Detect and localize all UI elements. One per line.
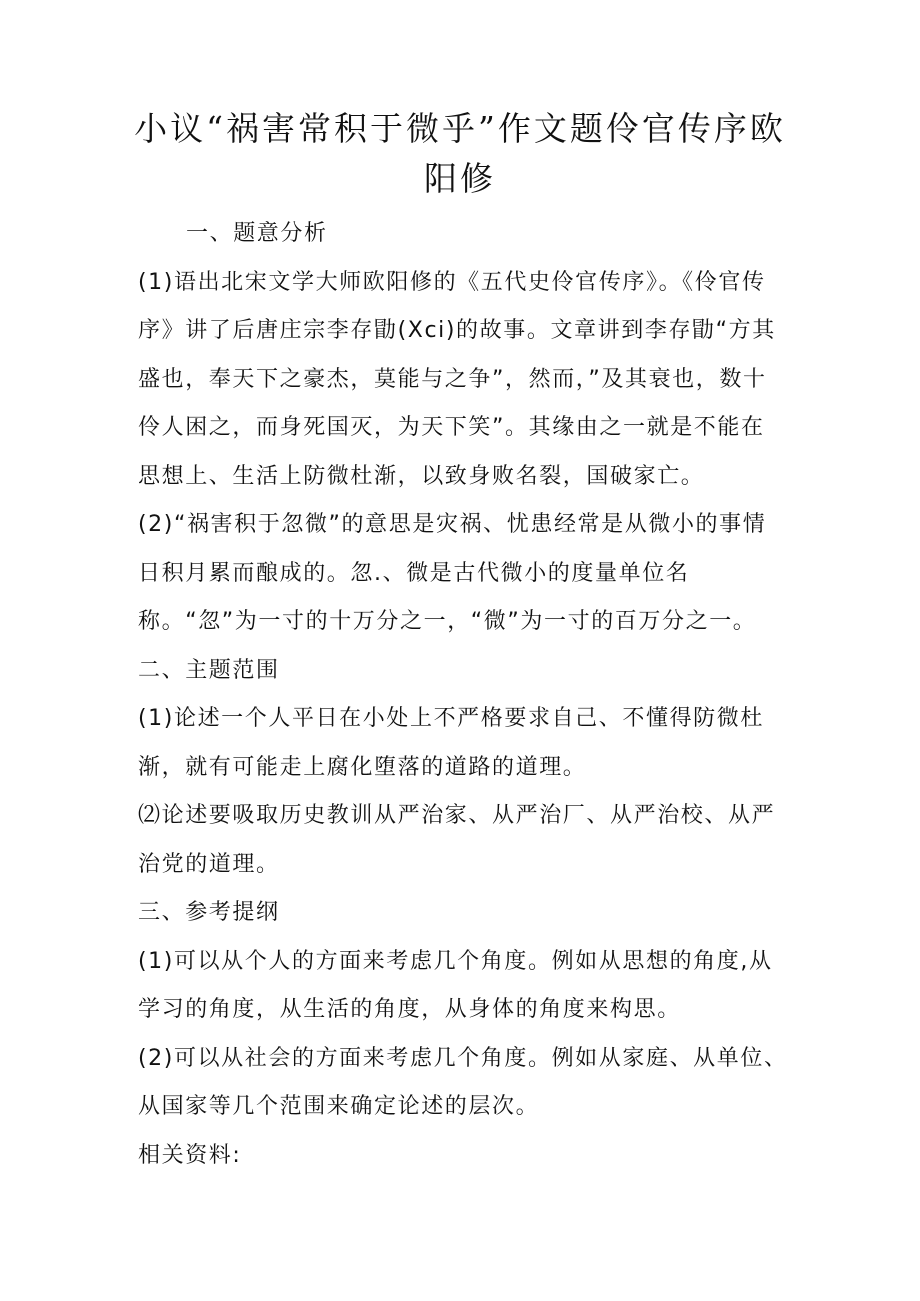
paragraph-scope-2: ⑵论述要吸取历史教训从严治家、从严治厂、从严治校、从严治党的道理。 (138, 803, 776, 877)
section-heading-analysis: 一、题意分析 (186, 221, 328, 246)
related-materials-label: 相关资料: (138, 1142, 242, 1168)
paragraph-analysis-2: (2)“祸害积于忽微”的意思是灾祸、忧患经常是从微小的事情日积月累而酿成的。忽.、微是古代微小的度量单位名称。“忽”为一寸的十万分之一，“微”为一寸的百万分之一。二、主题范围 (138, 512, 767, 683)
document-body (138, 210, 788, 1180)
paragraph-outline-2: (2)可以从社会的方面来考虑几个角度。例如从家庭、从单位、从国家等几个范围来确定论述的层次。 (138, 1045, 788, 1119)
section-heading-outline: 三、参考提纲 (138, 900, 280, 925)
paragraph-scope-1: (1)论述一个人平日在小处上不严格要求自己、不懂得防微杜渐，就有可能走上腐化堕落的道路的道理。 (138, 706, 764, 780)
document-title: 小议“祸害常积于微乎”作文题伶官传序欧阳修 (134, 109, 786, 198)
paragraph-analysis-1: (1)语出北宋文学大师欧阳修的《五代史伶官传序》。《伶官传序》讲了后唐庄宗李存勖(Xci)的故事。文章讲到李存勖“方其盛也，奉天下之豪杰，莫能与之争”，然而，”及其衰也，数十伶人困之，而身死国灭，为天下笑”。其缘由之一就是不能在思想上、生活上防微杜渐，以致身败名裂，国破家亡。 (138, 269, 776, 489)
paragraph-outline-1: (1)可以从个人的方面来考虑几个角度。例如从思想的角度,从学习的角度，从生活的角度，从身体的角度来构思。 (138, 948, 773, 1022)
